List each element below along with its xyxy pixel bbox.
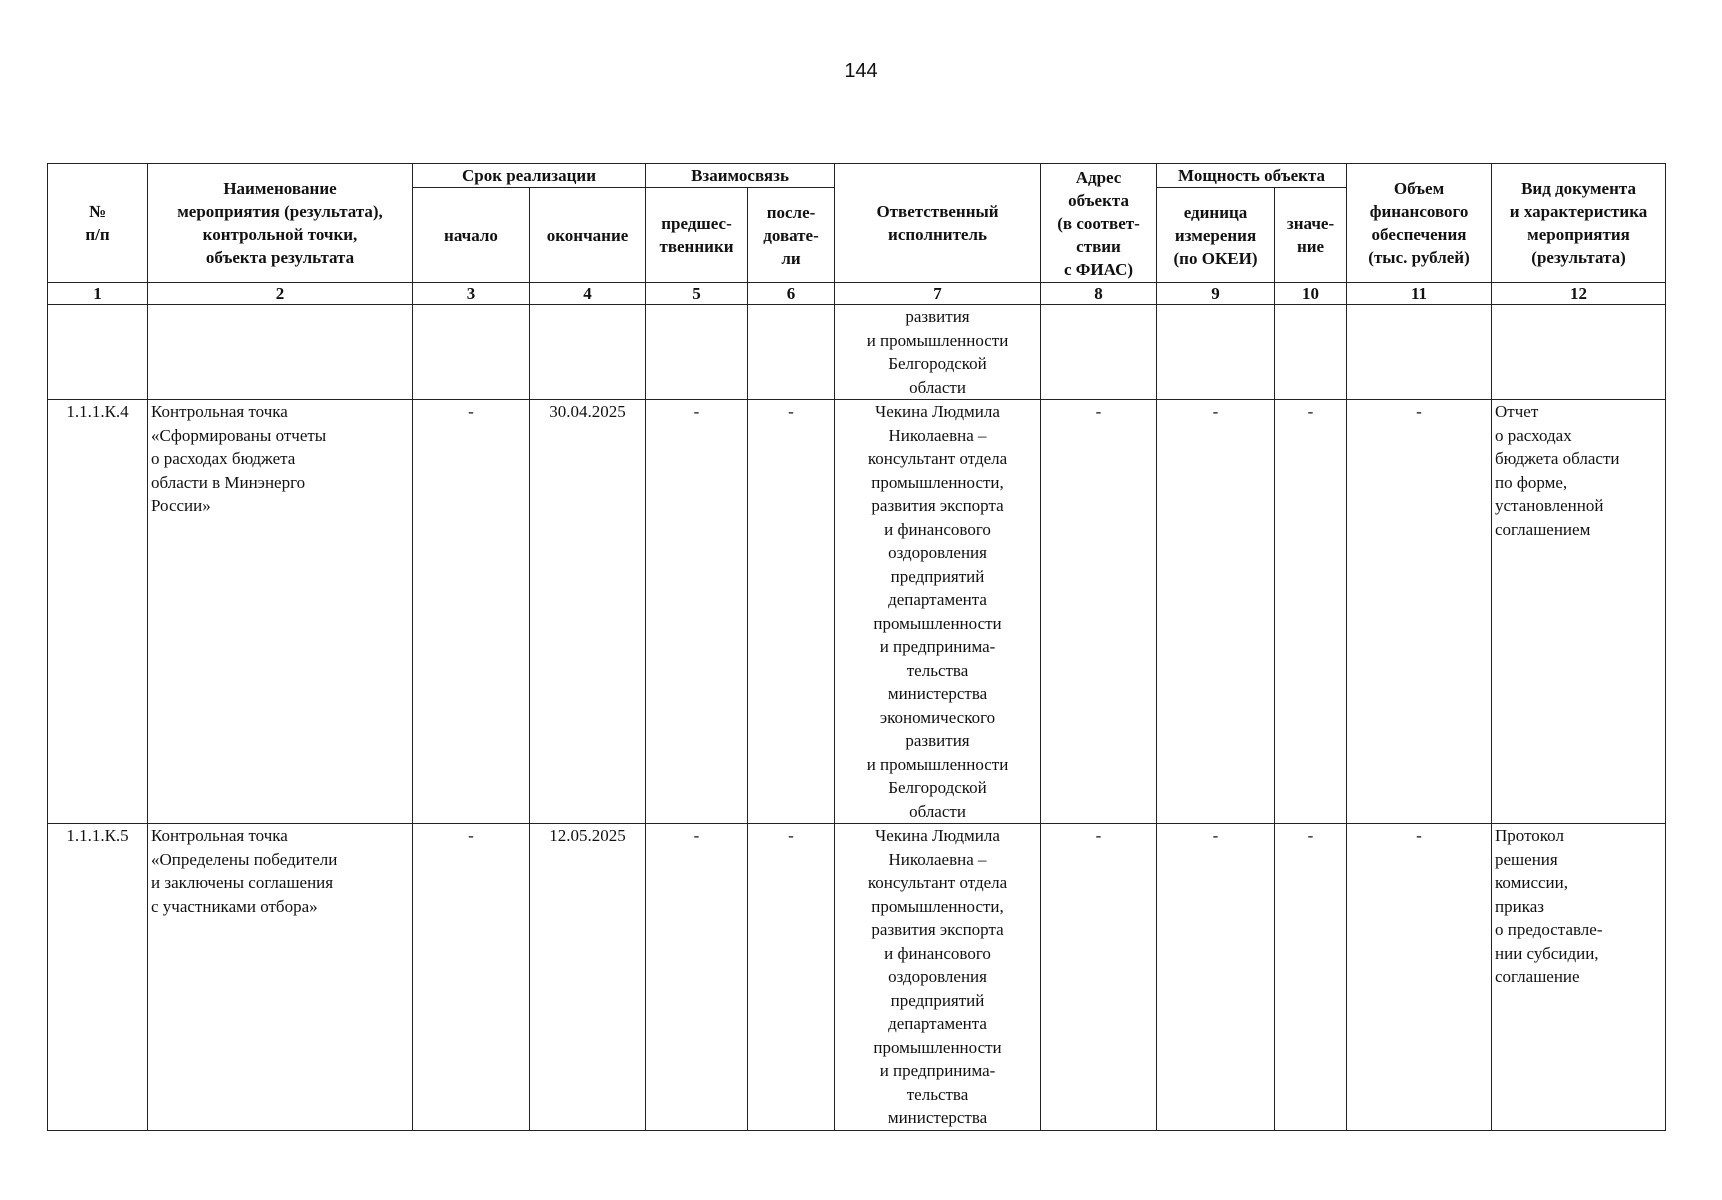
table-row [48,400,1666,824]
header-document: Вид документа и характеристика мероприятия (результата) [1492,164,1666,283]
row-document [1492,305,1666,400]
row-predecessors [646,305,748,400]
header-name: Наименование мероприятия (результата), контрольной точки, объекта результата [148,164,413,283]
column-number-3: 3 [413,283,530,305]
column-number-9: 9 [1157,283,1275,305]
header-value: значе- ние [1275,188,1347,283]
row-document: Отчет о расходах бюджета области по форме, установленной соглашением [1492,400,1666,824]
row-responsible: развития и промышленности Белгородской области [835,305,1041,400]
row-financing [1347,305,1492,400]
row-number: 1.1.1.К.5 [48,824,148,1131]
row-address [1041,305,1157,400]
header-address: Адрес объекта (в соответ- ствии с ФИАС) [1041,164,1157,283]
row-predecessors: - [646,400,748,824]
row-responsible: Чекина Людмила Николаевна – консультант отдела промышленности, развития экспорта и финансового оздоровления предприятий департамента промышленности и предпринима- тельства министерства [835,824,1041,1131]
row-unit: - [1157,824,1275,1131]
header-predecessors: предшес- твенники [646,188,748,283]
row-value: - [1275,400,1347,824]
row-number [48,305,148,400]
row-name: Контрольная точка «Определены победители и заключены соглашения с участниками отбора» [148,824,413,1131]
row-successors: - [748,824,835,1131]
header-financing: Объем финансового обеспечения (тыс. рублей) [1347,164,1492,283]
column-number-1: 1 [48,283,148,305]
column-number-8: 8 [1041,283,1157,305]
header-successors: после- довате- ли [748,188,835,283]
column-number-5: 5 [646,283,748,305]
column-number-12: 12 [1492,283,1666,305]
page-number: 144 [844,60,878,82]
row-end: 12.05.2025 [530,824,646,1131]
table-row [48,824,1666,1131]
row-name: Контрольная точка «Сформированы отчеты о расходах бюджета области в Минэнерго России» [148,400,413,824]
row-number: 1.1.1.К.4 [48,400,148,824]
row-start [413,305,530,400]
column-number-4: 4 [530,283,646,305]
header-group-term: Срок реализации [413,164,646,188]
column-number-10: 10 [1275,283,1347,305]
column-number-7: 7 [835,283,1041,305]
row-start: - [413,824,530,1131]
header-responsible: Ответственный исполнитель [835,164,1041,283]
table-row [48,305,1666,400]
row-end [530,305,646,400]
row-financing: - [1347,824,1492,1131]
row-name [148,305,413,400]
row-value: - [1275,824,1347,1131]
header-number: № п/п [48,164,148,283]
row-address: - [1041,824,1157,1131]
activities-table [47,163,1666,1131]
row-unit: - [1157,400,1275,824]
header-group-power: Мощность объекта [1157,164,1347,188]
row-start: - [413,400,530,824]
row-successors [748,305,835,400]
column-number-11: 11 [1347,283,1492,305]
header-unit: единица измерения (по ОКЕИ) [1157,188,1275,283]
row-responsible: Чекина Людмила Николаевна – консультант отдела промышленности, развития экспорта и финансового оздоровления предприятий департамента промышленности и предпринима- тельства министерства экономического развития и промышленности Белгородской области [835,400,1041,824]
row-predecessors: - [646,824,748,1131]
row-address: - [1041,400,1157,824]
column-number-2: 2 [148,283,413,305]
header-start: начало [413,188,530,283]
row-successors: - [748,400,835,824]
row-unit [1157,305,1275,400]
row-end: 30.04.2025 [530,400,646,824]
row-document: Протокол решения комиссии, приказ о предоставле- нии субсидии, соглашение [1492,824,1666,1131]
header-group-link: Взаимосвязь [646,164,835,188]
row-value [1275,305,1347,400]
header-end: окончание [530,188,646,283]
column-number-6: 6 [748,283,835,305]
row-financing: - [1347,400,1492,824]
